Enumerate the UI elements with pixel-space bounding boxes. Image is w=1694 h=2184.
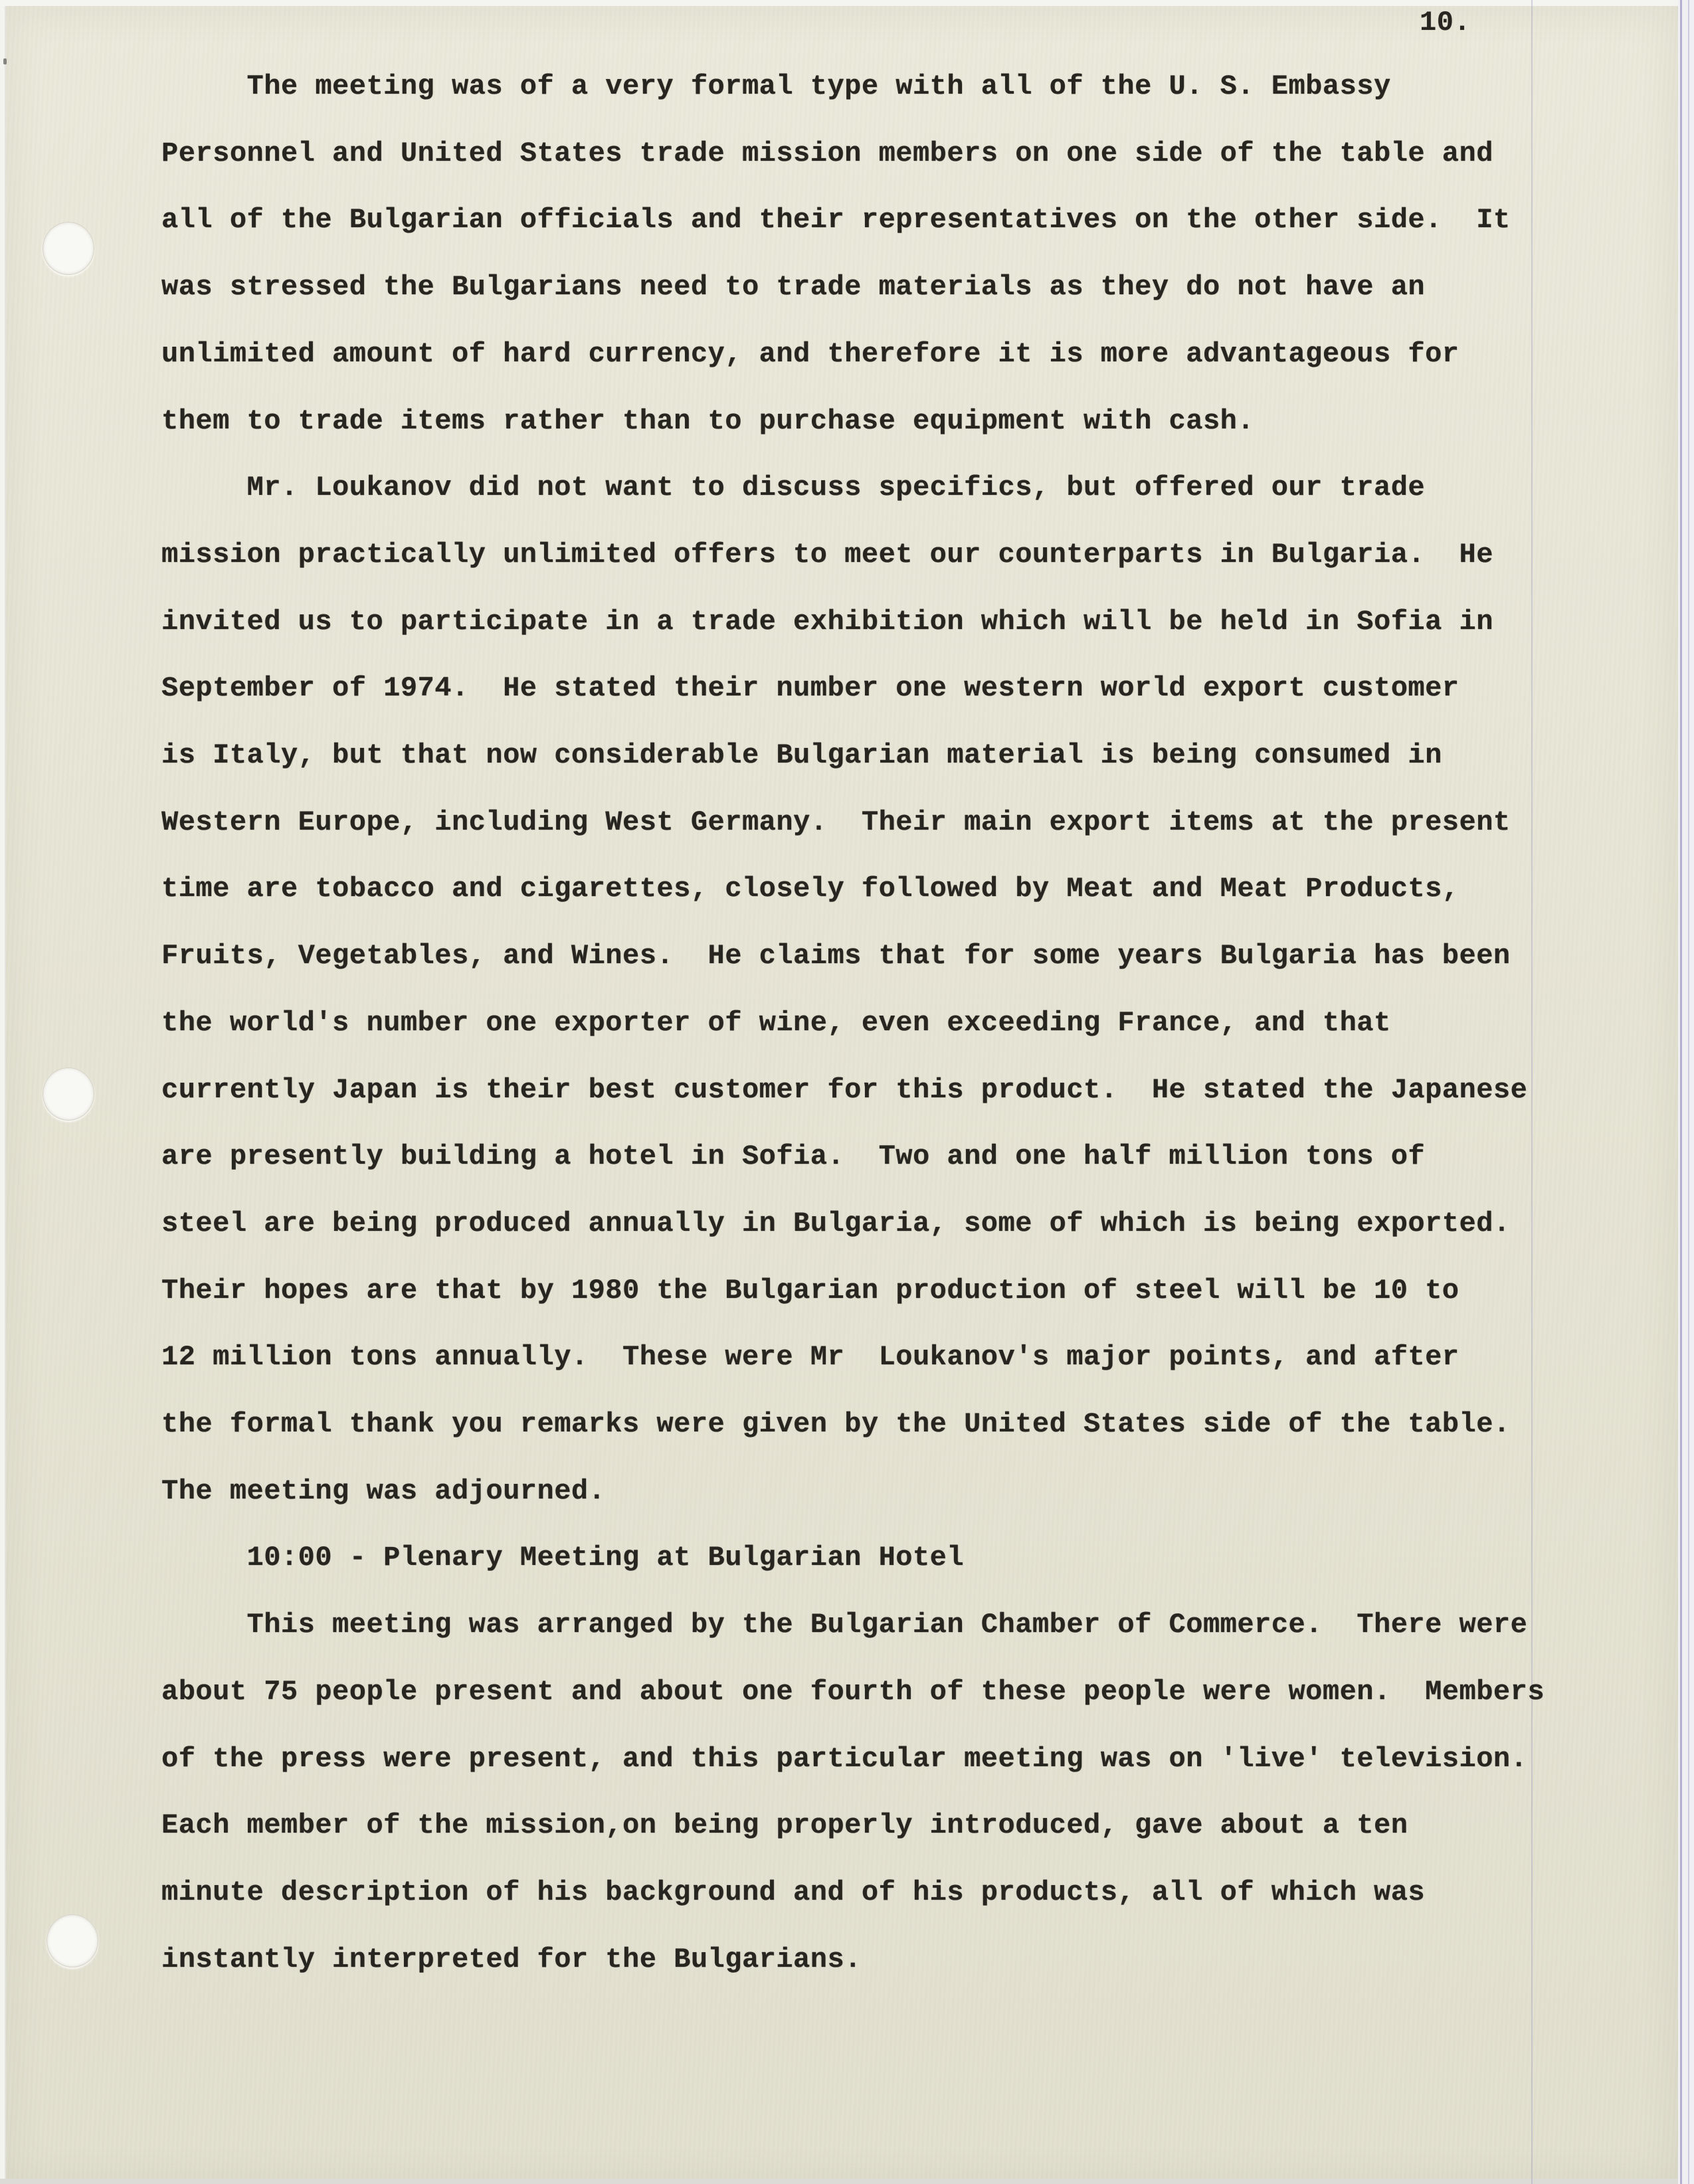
text-line: currently Japan is their best customer for this product. He stated the Japanese (161, 1073, 1528, 1106)
text-line: of the press were present, and this particular meeting was on 'live' television. (161, 1742, 1528, 1775)
text-line: mission practically unlimited offers to meet our counterparts in Bulgaria. He (161, 538, 1493, 571)
page-number: 10. (1420, 7, 1471, 39)
text-line: This meeting was arranged by the Bulgarian Chamber of Commerce. There were (161, 1609, 1528, 1641)
text-line: The meeting was adjourned. (161, 1475, 606, 1507)
text-line: is Italy, but that now considerable Bulgarian material is being consumed in (161, 739, 1442, 772)
paper-right-edge-highlight (1688, 0, 1689, 2184)
text-line: invited us to participate in a trade exhibition which will be held in Sofia in (161, 605, 1493, 638)
text-line: steel are being produced annually in Bulgaria, some of which is being exported. (161, 1207, 1511, 1239)
scan-edge-top (0, 0, 1694, 6)
text-line: Western Europe, including West Germany. Their main export items at the present (161, 806, 1511, 838)
punch-hole-middle (43, 1067, 94, 1121)
text-line: instantly interpreted for the Bulgarians. (161, 1943, 862, 1975)
text-line: was stressed the Bulgarians need to trade materials as they do not have an (161, 271, 1426, 304)
text-line: Each member of the mission,on being properly introduced, gave about a ten (161, 1809, 1408, 1842)
text-line: 12 million tons annually. These were Mr Loukanov's major points, and after (161, 1341, 1459, 1374)
scan-edge-left (0, 0, 6, 2184)
text-line: all of the Bulgarian officials and their representatives on the other side. It (161, 204, 1511, 236)
text-line: Mr. Loukanov did not want to discuss specifics, but offered our trade (161, 472, 1426, 504)
text-line: about 75 people present and about one fourth of these people were women. Members (161, 1675, 1545, 1708)
text-line: them to trade items rather than to purchase equipment with cash. (161, 405, 1255, 437)
text-line: unlimited amount of hard currency, and therefore it is more advantageous for (161, 337, 1459, 370)
text-line: the formal thank you remarks were given by the United States side of the table. (161, 1408, 1511, 1441)
text-line: minute description of his background and of his products, all of which was (161, 1876, 1426, 1908)
text-line: Personnel and United States trade mission members on one side of the table and (161, 137, 1493, 169)
text-line: the world's number one exporter of wine, even exceeding France, and that (161, 1006, 1391, 1039)
paper-right-edge-line (1680, 0, 1682, 2184)
text-line: Fruits, Vegetables, and Wines. He claims that for some years Bulgaria has been (161, 940, 1511, 972)
punch-hole-top (43, 222, 94, 275)
text-line: The meeting was of a very formal type with all of the U. S. Embassy (161, 70, 1391, 102)
text-line: Their hopes are that by 1980 the Bulgarian production of steel will be 10 to (161, 1274, 1459, 1307)
text-line: time are tobacco and cigarettes, closely followed by Meat and Meat Products, (161, 873, 1459, 905)
scan-speck (3, 58, 7, 64)
document-text (161, 53, 1556, 1993)
text-line: are presently building a hotel in Sofia. Two and one half million tons of (161, 1140, 1426, 1173)
text-line: 10:00 - Plenary Meeting at Bulgarian Hotel (161, 1542, 965, 1574)
text-line: September of 1974. He stated their number one western world export customer (161, 672, 1459, 705)
scan-edge-bottom (0, 2179, 1694, 2184)
punch-hole-bottom (47, 1914, 98, 1967)
